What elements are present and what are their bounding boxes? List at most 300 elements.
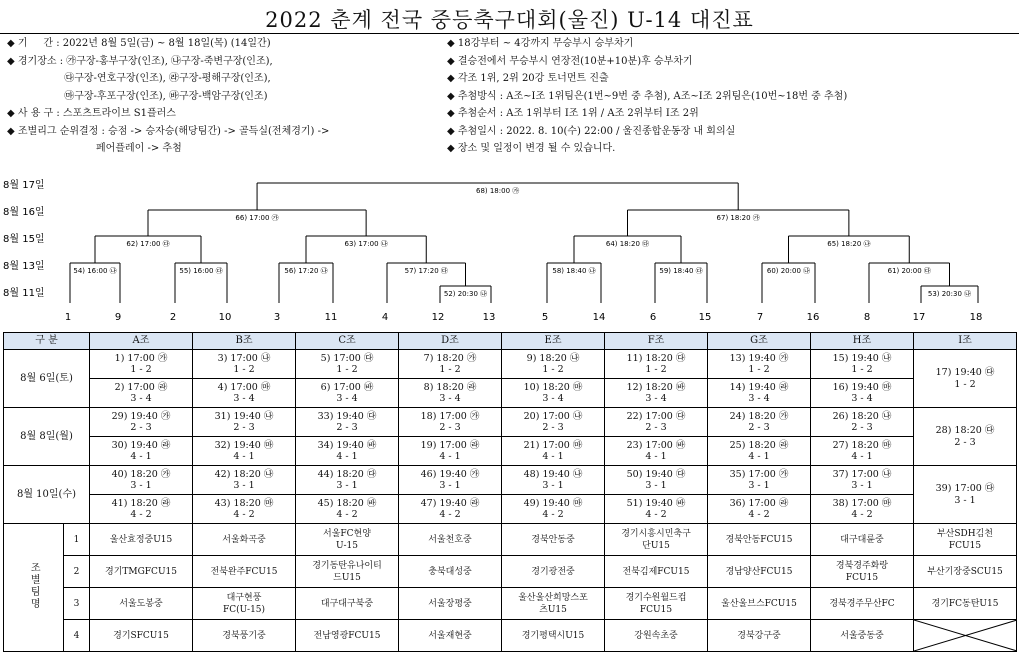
team-name-line: 서울천호중: [428, 534, 472, 545]
team-rank: 3: [64, 588, 90, 620]
team-name-line: 경북안동FCU15: [725, 534, 793, 545]
team-rank: 2: [64, 556, 90, 588]
team-name: [708, 620, 811, 652]
team-name-line: U-15: [336, 540, 358, 551]
match-cell: [605, 437, 708, 466]
team-name: [193, 588, 296, 620]
team-name-line: 단U15: [642, 540, 670, 551]
team-name-line: 서울장평중: [428, 598, 472, 609]
info-line: 페어플레이 -> 추첨: [7, 143, 182, 154]
header-group: A조: [90, 333, 193, 350]
team-name-line: 서울중동중: [840, 630, 884, 641]
info-line: ◆ 추첨순서 : A조 1위부터 I조 1위 / A조 2위부터 I조 2위: [447, 108, 699, 119]
team-name-line: 경기평택시U15: [521, 630, 585, 641]
match-cell: [605, 495, 708, 524]
match-cell-line: 4 - 1: [748, 451, 770, 462]
team-name: [193, 620, 296, 652]
bracket-match-m58: 58) 18:40 ㉯: [552, 267, 596, 275]
match-cell-line: 3 - 1: [233, 480, 255, 491]
match-cell-line: 4 - 2: [233, 509, 255, 520]
team-name-line: 경북풍기중: [222, 630, 266, 641]
team-name-line: 충북대성중: [428, 566, 472, 577]
match-cell-line: 2) 17:00 ㉱: [114, 381, 168, 393]
bracket-slot-number: 17: [912, 312, 926, 323]
info-line: ◆ 장소 및 일정이 변경 될 수 있습니다.: [447, 143, 616, 154]
match-cell: [296, 437, 399, 466]
match-cell: [708, 350, 811, 379]
match-cell-line: 35) 17:00 ㉮: [729, 468, 789, 480]
match-cell-line: 2 - 3: [130, 422, 152, 433]
match-cell-line: 7) 18:20 ㉮: [423, 352, 477, 364]
match-cell-line: 3 - 1: [130, 480, 152, 491]
match-cell-line: 3 - 4: [233, 393, 255, 404]
match-cell: [193, 495, 296, 524]
match-cell-line: 33) 19:40 ㉰: [317, 410, 377, 422]
match-cell-i-line: 17) 19:40 ㉰: [935, 367, 995, 378]
match-cell-line: 3 - 1: [645, 480, 667, 491]
match-cell-i: [914, 466, 1017, 524]
bracket-match-m66: 66) 17:00 ㉮: [235, 214, 279, 222]
team-name: [502, 620, 605, 652]
match-cell-line: 2 - 3: [851, 422, 873, 433]
match-cell: [502, 379, 605, 408]
match-cell: [605, 408, 708, 437]
bracket-slot-number: 10: [218, 312, 232, 323]
team-row: [4, 524, 1017, 556]
match-cell-line: 4 - 2: [542, 509, 564, 520]
match-cell-line: 11) 18:20 ㉰: [626, 352, 686, 364]
team-name: [708, 524, 811, 556]
team-name: [296, 588, 399, 620]
match-cell-line: 47) 19:40 ㉱: [420, 497, 480, 509]
bracket-slot-number: 15: [698, 312, 712, 323]
team-name-line: 울산울브스FCU15: [721, 598, 797, 609]
match-cell: [90, 350, 193, 379]
match-cell-line: 4 - 1: [439, 451, 461, 462]
match-cell-line: 15) 19:40 ㉯: [832, 352, 892, 364]
team-name-line: 서울재현중: [428, 630, 472, 641]
match-cell: [296, 466, 399, 495]
team-name: [90, 588, 193, 620]
team-name: [193, 524, 296, 556]
team-name-line: 드U15: [333, 572, 361, 583]
match-cell-i: [914, 350, 1017, 408]
match-cell-line: 3 - 4: [439, 393, 461, 404]
match-cell: [708, 466, 811, 495]
team-name-line: 경북경주화랑: [835, 560, 889, 571]
header-group: F조: [605, 333, 708, 350]
bracket-slot-number: 3: [273, 312, 281, 323]
match-cell: [502, 350, 605, 379]
bracket-slot-number: 12: [431, 312, 445, 323]
match-cell-line: 42) 18:20 ㉯: [214, 468, 274, 480]
match-cell-line: 30) 19:40 ㉱: [111, 439, 171, 451]
bracket-slot-number: 11: [324, 312, 338, 323]
match-cell-line: 1 - 2: [130, 364, 152, 375]
team-name-line: 경북강구중: [737, 630, 781, 641]
team-rank: 1: [64, 524, 90, 556]
team-name-line: 울산효정중U15: [109, 534, 173, 545]
match-cell-line: 4 - 1: [130, 451, 152, 462]
bracket-slot-number: 2: [169, 312, 177, 323]
team-name-line: 경기동탄유나이티: [312, 560, 382, 571]
team-name-line: 전남영광FCU15: [313, 630, 381, 641]
match-cell: [90, 495, 193, 524]
bracket-day-label: 8월 16일: [3, 207, 45, 218]
match-cell-i-line: 1 - 2: [954, 378, 976, 390]
match-cell-line: 49) 19:40 ㉲: [523, 497, 583, 509]
match-cell-line: 25) 18:20 ㉱: [729, 439, 789, 451]
match-cell: [605, 379, 708, 408]
bracket-slot-number: 7: [756, 312, 764, 323]
match-cell-line: 2 - 3: [439, 422, 461, 433]
match-cell-line: 4 - 2: [439, 509, 461, 520]
match-cell: [708, 379, 811, 408]
match-cell-i-line: 39) 17:00 ㉰: [935, 483, 995, 494]
match-cell-i: [914, 408, 1017, 466]
header-category: 구 분: [4, 333, 90, 350]
table-row: [4, 350, 1017, 379]
team-name: [193, 556, 296, 588]
match-cell-line: 4 - 1: [851, 451, 873, 462]
match-cell-line: 18) 17:00 ㉮: [420, 410, 480, 422]
info-left: [7, 38, 329, 161]
header-group: E조: [502, 333, 605, 350]
bracket-slot-number: 18: [969, 312, 983, 323]
info-line: ◆ 추첨방식 : A조~I조 1위팀은(1번~9번 중 추첨), A조~I조 2위팀은(10번~18번 중 추첨): [447, 90, 848, 102]
group-label: [4, 524, 64, 652]
team-name-line: FC(U-15): [222, 604, 266, 615]
match-cell-line: 4 - 2: [336, 509, 358, 520]
team-name-line: 경기FC동탄U15: [931, 598, 999, 609]
bracket-match-m57: 57) 17:20 ㉰: [404, 267, 448, 275]
match-cell-line: 27) 18:20 ㉲: [832, 439, 892, 451]
bracket-match-m65: 65) 18:20 ㉯: [827, 240, 871, 248]
match-cell-line: 6) 17:00 ㉳: [320, 381, 374, 393]
match-cell-line: 13) 19:40 ㉮: [729, 352, 789, 364]
team-name-line: 서울화곡중: [222, 534, 266, 545]
team-name: [914, 588, 1017, 620]
match-cell-line: 4 - 1: [336, 451, 358, 462]
match-cell-line: 48) 19:40 ㉯: [523, 468, 583, 480]
team-name: [605, 620, 708, 652]
match-cell-line: 45) 18:20 ㉳: [317, 497, 377, 509]
match-cell-line: 31) 19:40 ㉯: [214, 410, 274, 422]
match-cell: [708, 437, 811, 466]
match-cell-line: 4 - 2: [130, 509, 152, 520]
match-cell-line: 3 - 4: [130, 393, 152, 404]
match-cell-line: 3 - 4: [542, 393, 564, 404]
bracket-match-m59: 59) 18:40 ㉰: [659, 267, 703, 275]
match-cell-line: 41) 18:20 ㉱: [111, 497, 171, 509]
team-name: [605, 556, 708, 588]
bracket-match-m54: 54) 16:00 ㉯: [73, 267, 117, 275]
header-group: G조: [708, 333, 811, 350]
match-cell-line: 3 - 1: [542, 480, 564, 491]
bracket-match-m53: 53) 20:30 ㉯: [927, 290, 972, 298]
match-cell-line: 1 - 2: [542, 364, 564, 375]
team-name-line: 츠U15: [539, 604, 567, 615]
match-cell: [708, 408, 811, 437]
info-right: [447, 38, 847, 161]
bracket-slot-number: 9: [114, 312, 122, 323]
match-cell-line: 10) 18:20 ㉲: [523, 381, 583, 393]
match-cell-line: 1 - 2: [336, 364, 358, 375]
team-name-line: 경북경주무산FC: [829, 598, 895, 609]
match-cell: [399, 466, 502, 495]
table-row: [4, 379, 1017, 408]
team-name-line: FCU15: [845, 572, 879, 583]
table-row: [4, 437, 1017, 466]
match-cell-line: 2 - 3: [336, 422, 358, 433]
match-cell-line: 19) 17:00 ㉱: [420, 439, 480, 451]
match-cell-line: 2 - 3: [542, 422, 564, 433]
header-group: B조: [193, 333, 296, 350]
match-cell: [193, 408, 296, 437]
team-name-line: 전북김제FCU15: [622, 566, 690, 577]
match-cell-line: 46) 19:40 ㉮: [420, 468, 480, 480]
match-cell-line: 2 - 3: [233, 422, 255, 433]
team-name: [296, 620, 399, 652]
match-cell-line: 14) 19:40 ㉱: [729, 381, 789, 393]
team-name-line: FCU15: [639, 604, 673, 615]
cross-mark: [914, 620, 1017, 651]
team-name-line: 부산SDH김천: [936, 528, 993, 539]
match-cell-line: 3 - 1: [851, 480, 873, 491]
team-name: [605, 588, 708, 620]
team-row: [4, 556, 1017, 588]
title-top-rule: [0, 33, 1019, 34]
team-row: [4, 620, 1017, 652]
team-name-line: FCU15: [948, 540, 982, 551]
match-cell-line: 1 - 2: [748, 364, 770, 375]
team-name: [399, 524, 502, 556]
team-name-line: 대구현풍: [226, 592, 262, 603]
header-group: D조: [399, 333, 502, 350]
team-name: [502, 588, 605, 620]
team-name: [811, 588, 914, 620]
team-name-line: 경남양산FCU15: [725, 566, 793, 577]
match-cell: [399, 350, 502, 379]
team-name-line: 경기TMGFCU15: [105, 566, 177, 577]
match-cell-line: 4 - 1: [233, 451, 255, 462]
match-cell-line: 3 - 4: [748, 393, 770, 404]
team-name: [90, 524, 193, 556]
team-name: [605, 524, 708, 556]
match-cell: [399, 495, 502, 524]
match-cell: [90, 379, 193, 408]
match-cell-line: 9) 18:20 ㉯: [526, 352, 580, 364]
match-cell-i-line: 2 - 3: [954, 436, 976, 448]
team-name-line: 경기SFCU15: [113, 630, 169, 641]
match-cell: [811, 466, 914, 495]
team-name-line: 서울FC현양: [323, 528, 371, 539]
info-line: ◆ 각조 1위, 2위 20강 토너먼트 진출: [447, 73, 609, 84]
match-cell-line: 4 - 2: [645, 509, 667, 520]
team-name: [399, 556, 502, 588]
team-name: [296, 524, 399, 556]
info-line: ◆ 기 간 : 2022년 8월 5일(금) ~ 8월 18일(목) (14일간): [7, 38, 271, 49]
bracket-slot-number: 8: [863, 312, 871, 323]
bracket-day-label: 8월 13일: [3, 261, 45, 272]
team-name: [399, 588, 502, 620]
team-name: [811, 524, 914, 556]
info-line: ◆ 경기장소 : ㉮구장-홍부구장(인조), ㉯구장-죽변구장(인조),: [7, 55, 273, 67]
match-cell: [502, 408, 605, 437]
team-row: [4, 588, 1017, 620]
match-cell-line: 36) 17:00 ㉱: [729, 497, 789, 509]
match-cell: [296, 350, 399, 379]
table-row: [4, 466, 1017, 495]
match-cell-line: 3 - 1: [748, 480, 770, 491]
match-cell-line: 21) 17:00 ㉲: [523, 439, 583, 451]
match-cell: [502, 437, 605, 466]
bracket-slot-number: 16: [806, 312, 820, 323]
match-date: 8월 6일(토): [4, 350, 90, 408]
header-group: H조: [811, 333, 914, 350]
info-line: ◆ 사 용 구 : 스포츠트라이브 S1플러스: [7, 108, 176, 119]
match-cell-line: 4 - 1: [645, 451, 667, 462]
info-line: ◆ 결승전에서 무승부시 연장전(10분+10분)후 승부차기: [447, 55, 693, 67]
match-cell: [811, 408, 914, 437]
match-cell-line: 37) 17:00 ㉯: [832, 468, 892, 480]
match-cell-line: 29) 19:40 ㉮: [111, 410, 171, 422]
team-name: [914, 524, 1017, 556]
match-cell-line: 51) 19:40 ㉳: [626, 497, 686, 509]
match-cell-i-line: 28) 18:20 ㉰: [935, 425, 995, 436]
match-cell: [502, 466, 605, 495]
match-cell: [193, 466, 296, 495]
team-name: [811, 556, 914, 588]
match-cell-line: 34) 19:40 ㉳: [317, 439, 377, 451]
match-cell: [502, 495, 605, 524]
tournament-bracket: [0, 168, 1019, 328]
match-cell-line: 1 - 2: [233, 364, 255, 375]
bracket-match-m55: 55) 16:00 ㉰: [179, 267, 223, 275]
match-cell: [193, 379, 296, 408]
empty-cell: [914, 620, 1017, 652]
team-name: [708, 588, 811, 620]
header-group: I조: [914, 333, 1017, 350]
team-name-line: 경기광전중: [531, 566, 575, 577]
bracket-slot-number: 5: [541, 312, 549, 323]
team-name-line: 울산울산희망스포: [518, 592, 588, 603]
bracket-day-label: 8월 15일: [3, 234, 45, 245]
bracket-match-m52: 52) 20:30 ㉯: [443, 290, 488, 298]
match-cell: [811, 495, 914, 524]
match-cell-line: 24) 18:20 ㉮: [729, 410, 789, 422]
match-cell-line: 2 - 3: [645, 422, 667, 433]
match-cell-line: 1 - 2: [851, 364, 873, 375]
match-cell: [811, 350, 914, 379]
team-name-line: 대구대구북중: [320, 598, 374, 609]
match-cell: [193, 350, 296, 379]
team-name: [502, 524, 605, 556]
match-cell-line: 32) 19:40 ㉲: [214, 439, 274, 451]
bracket-match-m56: 56) 17:20 ㉯: [284, 267, 328, 275]
team-name-line: 경기수원월드컵: [625, 592, 687, 603]
table-row: [4, 408, 1017, 437]
match-cell: [296, 495, 399, 524]
match-cell-i-line: 3 - 1: [954, 494, 976, 506]
match-cell-line: 4 - 2: [851, 509, 873, 520]
team-name: [296, 556, 399, 588]
bracket-match-m62: 62) 17:00 ㉰: [126, 240, 170, 248]
bracket-match-m64: 64) 18:20 ㉰: [605, 240, 650, 248]
match-cell: [399, 379, 502, 408]
match-cell: [90, 408, 193, 437]
bracket-day-label: 8월 11일: [3, 288, 45, 299]
match-cell: [605, 350, 708, 379]
match-cell-line: 1) 17:00 ㉮: [114, 352, 168, 364]
bracket-match-m67: 67) 18:20 ㉮: [716, 214, 760, 222]
group-label-text: 조별팀명: [28, 561, 40, 610]
bracket-slot-number: 14: [592, 312, 606, 323]
match-cell: [296, 408, 399, 437]
info-line: ㉲구장-후포구장(인조), ㉳구장-백암구장(인조): [7, 90, 268, 102]
match-cell: [296, 379, 399, 408]
match-cell: [193, 437, 296, 466]
match-cell-line: 3 - 1: [439, 480, 461, 491]
match-cell-line: 4) 17:00 ㉲: [217, 381, 271, 393]
match-cell-line: 26) 18:20 ㉯: [832, 410, 892, 422]
info-line: ㉰구장-연호구장(인조), ㉱구장-평해구장(인조),: [7, 73, 271, 84]
team-name: [811, 620, 914, 652]
table-row: [4, 495, 1017, 524]
bracket-slot-number: 4: [381, 312, 389, 323]
team-name-line: 대구대륜중: [840, 534, 884, 545]
match-cell-line: 43) 18:20 ㉲: [214, 497, 274, 509]
team-name: [90, 556, 193, 588]
info-line: ◆ 추첨일시 : 2022. 8. 10(수) 22:00 / 울진종합운동장 내 회의실: [447, 125, 736, 137]
match-cell-line: 3 - 4: [851, 393, 873, 404]
table-header-row: [4, 333, 1017, 350]
match-cell: [90, 437, 193, 466]
bracket-slot-number: 6: [649, 312, 657, 323]
match-cell-line: 20) 17:00 ㉯: [523, 410, 583, 422]
match-cell-line: 23) 17:00 ㉳: [626, 439, 686, 451]
team-name-line: 경북안동중: [531, 534, 575, 545]
match-cell-line: 4 - 1: [542, 451, 564, 462]
bracket-match-m60: 60) 20:00 ㉯: [766, 267, 811, 275]
match-cell: [811, 379, 914, 408]
bracket-day-label: 8월 17일: [3, 180, 45, 191]
match-cell-line: 8) 18:20 ㉱: [423, 381, 477, 393]
match-cell: [399, 408, 502, 437]
match-cell: [605, 466, 708, 495]
match-cell-line: 44) 18:20 ㉰: [317, 468, 377, 480]
match-cell-line: 2 - 3: [748, 422, 770, 433]
bracket-match-m61: 61) 20:00 ㉰: [887, 267, 931, 275]
bracket-slot-number: 13: [482, 312, 496, 323]
team-name-line: 서울도봉중: [119, 598, 163, 609]
match-cell-line: 22) 17:00 ㉰: [626, 410, 686, 422]
match-cell-line: 3) 17:00 ㉯: [217, 352, 271, 364]
team-name-line: 강원속초중: [634, 630, 678, 641]
header-group: C조: [296, 333, 399, 350]
team-rank: 4: [64, 620, 90, 652]
match-cell: [708, 495, 811, 524]
team-name: [502, 556, 605, 588]
match-cell-line: 16) 19:40 ㉲: [832, 381, 892, 393]
team-name-line: 전북완주FCU15: [210, 566, 278, 577]
info-line: ◆ 조별리그 순위결정 : 승점 -> 승자승(해당팀간) -> 골득실(전체경기) ->: [7, 125, 330, 137]
match-cell-line: 40) 18:20 ㉮: [111, 468, 171, 480]
match-cell-line: 3 - 4: [336, 393, 358, 404]
match-cell-line: 50) 19:40 ㉰: [626, 468, 686, 480]
match-cell: [811, 437, 914, 466]
match-cell: [90, 466, 193, 495]
